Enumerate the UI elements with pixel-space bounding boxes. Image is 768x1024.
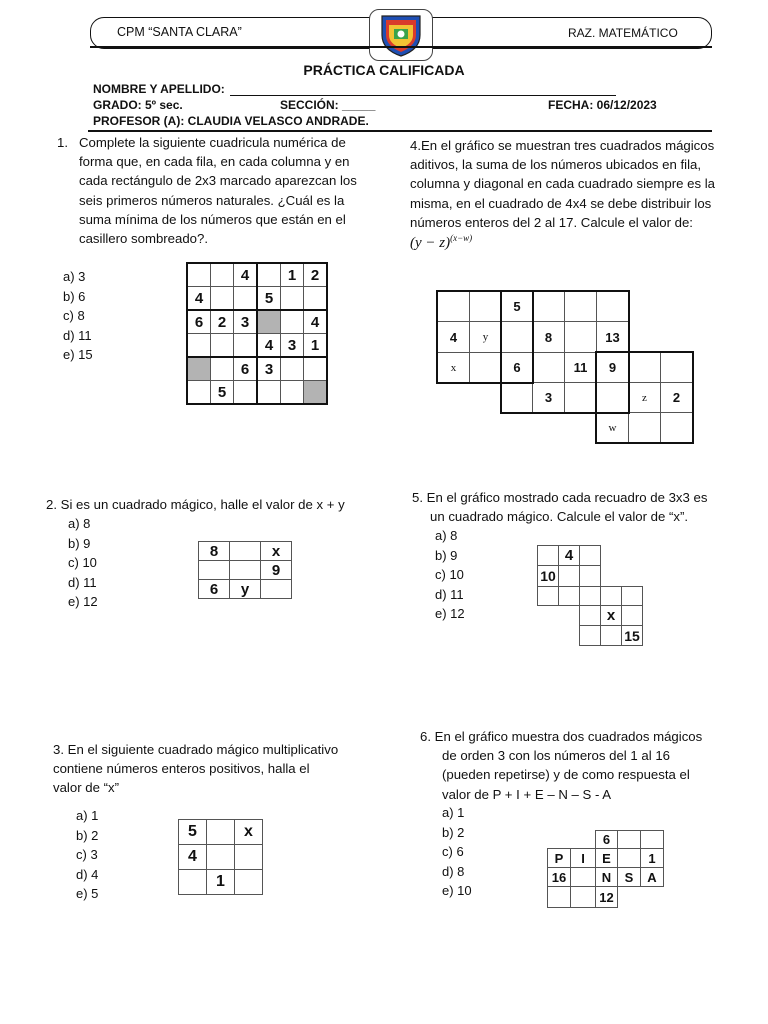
q6-cell [640,830,664,849]
q1-number: 1. [57,135,68,150]
q5-text: 5. En el gráfico mostrado cada recuadro de 3x3 es un cuadrado mágico. Calcule el valor de “x”. [412,490,708,525]
q6-cell: 6 [595,830,618,849]
grid-cell [211,334,234,358]
q5-option[interactable]: c) 10 [435,567,464,582]
grid-cell [230,542,261,561]
q3-option[interactable]: a) 1 [76,808,99,823]
q4-cell [469,291,502,322]
grid-cell: 2 [304,263,328,287]
grid-cell [207,845,235,870]
q4-cell: 13 [596,321,629,353]
grid-cell: 4 [304,310,328,334]
q4-cell: 2 [660,382,693,413]
q2-options [68,514,98,612]
grid-cell [257,381,281,405]
grid-cell: 5 [211,381,234,405]
q5-cell: x [600,605,622,626]
grade-label: GRADO: 5º sec. [93,98,183,112]
q5-cell [621,586,643,606]
grid-cell [281,381,304,405]
grid-cell [234,381,258,405]
q4-cell: y [469,321,502,353]
q5-cell: 10 [537,565,559,587]
q4-cell [564,291,597,322]
q4-cell [564,382,597,413]
school-name: CPM “SANTA CLARA” [117,25,242,39]
q6-cell [617,848,641,868]
q4-formula: $(y - z)^{(x-w)}$ [410,233,473,251]
q4-cell [564,321,597,353]
q5-cell [579,545,601,566]
grid-cell: x [235,820,263,845]
q1-grid [186,262,328,405]
q4-cell: 9 [596,352,629,383]
q3-option[interactable]: b) 2 [76,827,99,843]
q6-cell: A [640,867,664,887]
q5-option[interactable]: b) 9 [435,547,458,563]
name-label: NOMBRE Y APELLIDO: [93,82,225,96]
q1-options [63,267,93,365]
grid-cell: 4 [257,334,281,358]
q5-cell [579,586,601,606]
q1-option[interactable]: e) 15 [63,347,93,362]
page-title: PRÁCTICA CALIFICADA [303,62,465,78]
info-underline [88,130,712,132]
grid-cell [281,287,304,311]
school-logo [369,9,433,61]
q6-cell: E [595,848,618,868]
q4-cell [437,291,470,322]
grid-cell: 4 [234,263,258,287]
q4-cell [501,321,533,353]
q6-cell: P [547,848,571,868]
grid-cell: 3 [257,357,281,381]
q4-cell [628,412,661,443]
q4-cell [660,412,693,443]
grid-cell: 1 [281,263,304,287]
grid-cell: 6 [234,357,258,381]
q5-cell [558,565,580,587]
q4-cell: w [596,412,629,443]
grid-cell: 4 [187,287,211,311]
grid-cell [281,310,304,334]
q5-cell: 15 [621,625,643,646]
grid-cell: 8 [199,542,230,561]
q4-cell [596,291,629,322]
grid-cell: 5 [179,820,207,845]
q6-cell [570,867,596,887]
grid-cell [234,287,258,311]
grid-cell: 6 [199,580,230,599]
grid-cell: 2 [211,310,234,334]
grid-cell: 1 [207,870,235,895]
q4-cell: 6 [501,352,533,383]
q4-cell [532,291,565,322]
q1-option[interactable]: a) 3 [63,269,86,284]
q3-option[interactable]: d) 4 [76,866,99,882]
grid-cell: y [230,580,261,599]
date-label: FECHA: 06/12/2023 [548,98,657,112]
q5-cell [537,545,559,566]
q2-option[interactable]: c) 10 [68,555,97,570]
grid-cell [257,310,281,334]
q1-option[interactable]: c) 8 [63,308,85,323]
q3-text: 3. En el siguiente cuadrado mágico multiplicativo contiene números enteros positivos, halla el valor de “x” [53,742,339,796]
subject-name: RAZ. MATEMÁTICO [568,26,678,40]
q2-option[interactable]: e) 12 [68,594,98,609]
q3-option[interactable]: e) 5 [76,886,99,901]
grid-cell [179,870,207,895]
grid-cell: 1 [304,334,328,358]
q2-option[interactable]: a) 8 [68,516,91,531]
grid-cell [304,357,328,381]
grid-cell: 3 [281,334,304,358]
q6-option[interactable]: a) 1 [442,805,465,820]
grid-cell [230,561,261,580]
q4-cell [469,352,502,383]
q6-text: 6. En el gráfico muestra dos cuadrados mágicos de orden 3 con los números del 1 al 16 (pueden repetirse) y de como respuesta el valor de P + I + E – N – S - A [420,729,703,802]
q6-option[interactable]: e) 10 [442,883,472,898]
grid-cell [187,263,211,287]
grid-cell [187,357,211,381]
q6-option[interactable]: d) 8 [442,863,465,879]
grid-cell [304,287,328,311]
grid-cell: x [261,542,292,561]
q3-option[interactable]: c) 3 [76,847,98,862]
grid-cell [207,820,235,845]
q5-cell [558,586,580,606]
q4-cell: 8 [532,321,565,353]
grid-cell [261,580,292,599]
q4-cell: 5 [501,291,533,322]
q4-cell: z [628,382,661,413]
grid-cell [304,381,328,405]
q4-text: 4.En el gráfico se muestran tres cuadrados mágicos aditivos, la suma de los números ubicados en fila, columna y diagonal en cada cuadrado siempre es la misma, en el cuadrado de 4x4 se debe distribuir los números enteros del 2 al 17. Calcule el valor de: [410,138,715,230]
q6-cell [570,886,596,908]
q1-text: Complete la siguiente cuadricula numérica de forma que, en cada fila, en cada columna y en cada rectángulo de 2x3 marcado aparezcan los seis primeros números naturales. ¿Cuál es la suma mínima de los números que están en el casillero sombreado?. [79,135,357,247]
q4-cell: 4 [437,321,470,353]
q6-option[interactable]: c) 6 [442,844,464,859]
grid-cell [281,357,304,381]
q4-cell: x [437,352,470,383]
q5-cell [579,625,601,646]
grid-cell [211,357,234,381]
grid-cell: 6 [187,310,211,334]
q4-cell: 3 [532,382,565,413]
grid-cell: 5 [257,287,281,311]
q2-grid [198,541,292,599]
q5-cell [579,605,601,626]
q3-options [76,806,98,904]
q6-cell: 1 [640,848,664,868]
q4-cell [501,382,533,413]
q6-cell [547,886,571,908]
q6-cell [617,830,641,849]
grid-cell [187,334,211,358]
q6-option[interactable]: b) 2 [442,824,465,840]
teacher-label: PROFESOR (A): CLAUDIA VELASCO ANDRADE. [93,114,369,128]
header-underline [90,46,712,48]
q4-cell [532,352,565,383]
q5-option[interactable]: d) 11 [435,586,464,602]
q2-text: 2. Si es un cuadrado mágico, halle el valor de x + y [46,497,345,512]
q5-option[interactable]: a) 8 [435,528,458,543]
grid-cell [199,561,230,580]
grid-cell [235,870,263,895]
q5-cell [600,625,622,646]
q2-option[interactable]: d) 11 [68,574,97,590]
grid-cell [235,845,263,870]
q5-options [435,526,465,624]
q6-cell: 16 [547,867,571,887]
q6-cell: 12 [595,886,618,908]
q5-cell [621,605,643,626]
q4-cell [596,382,629,413]
q3-grid [178,819,263,895]
q5-cell: 4 [558,545,580,566]
q6-cell: N [595,867,618,887]
grid-cell [234,334,258,358]
q4-cell: 11 [564,352,597,383]
q5-cell [579,565,601,587]
q4-cell [660,352,693,383]
q1-option[interactable]: d) 11 [63,327,92,343]
q6-cell: I [570,848,596,868]
q6-cell: S [617,867,641,887]
grid-cell: 4 [179,845,207,870]
q4-cell [628,352,661,383]
grid-cell [211,263,234,287]
q5-cell [537,586,559,606]
grid-cell: 3 [234,310,258,334]
grid-cell [211,287,234,311]
q2-option[interactable]: b) 9 [68,535,91,551]
name-blank-line [230,95,616,96]
q1-option[interactable]: b) 6 [63,288,86,304]
q6-options [442,803,472,901]
q5-option[interactable]: e) 12 [435,606,465,621]
grid-cell [257,263,281,287]
grid-cell [187,381,211,405]
q5-cell [600,586,622,606]
grid-cell: 9 [261,561,292,580]
section-label: SECCIÓN: _____ [280,98,376,112]
